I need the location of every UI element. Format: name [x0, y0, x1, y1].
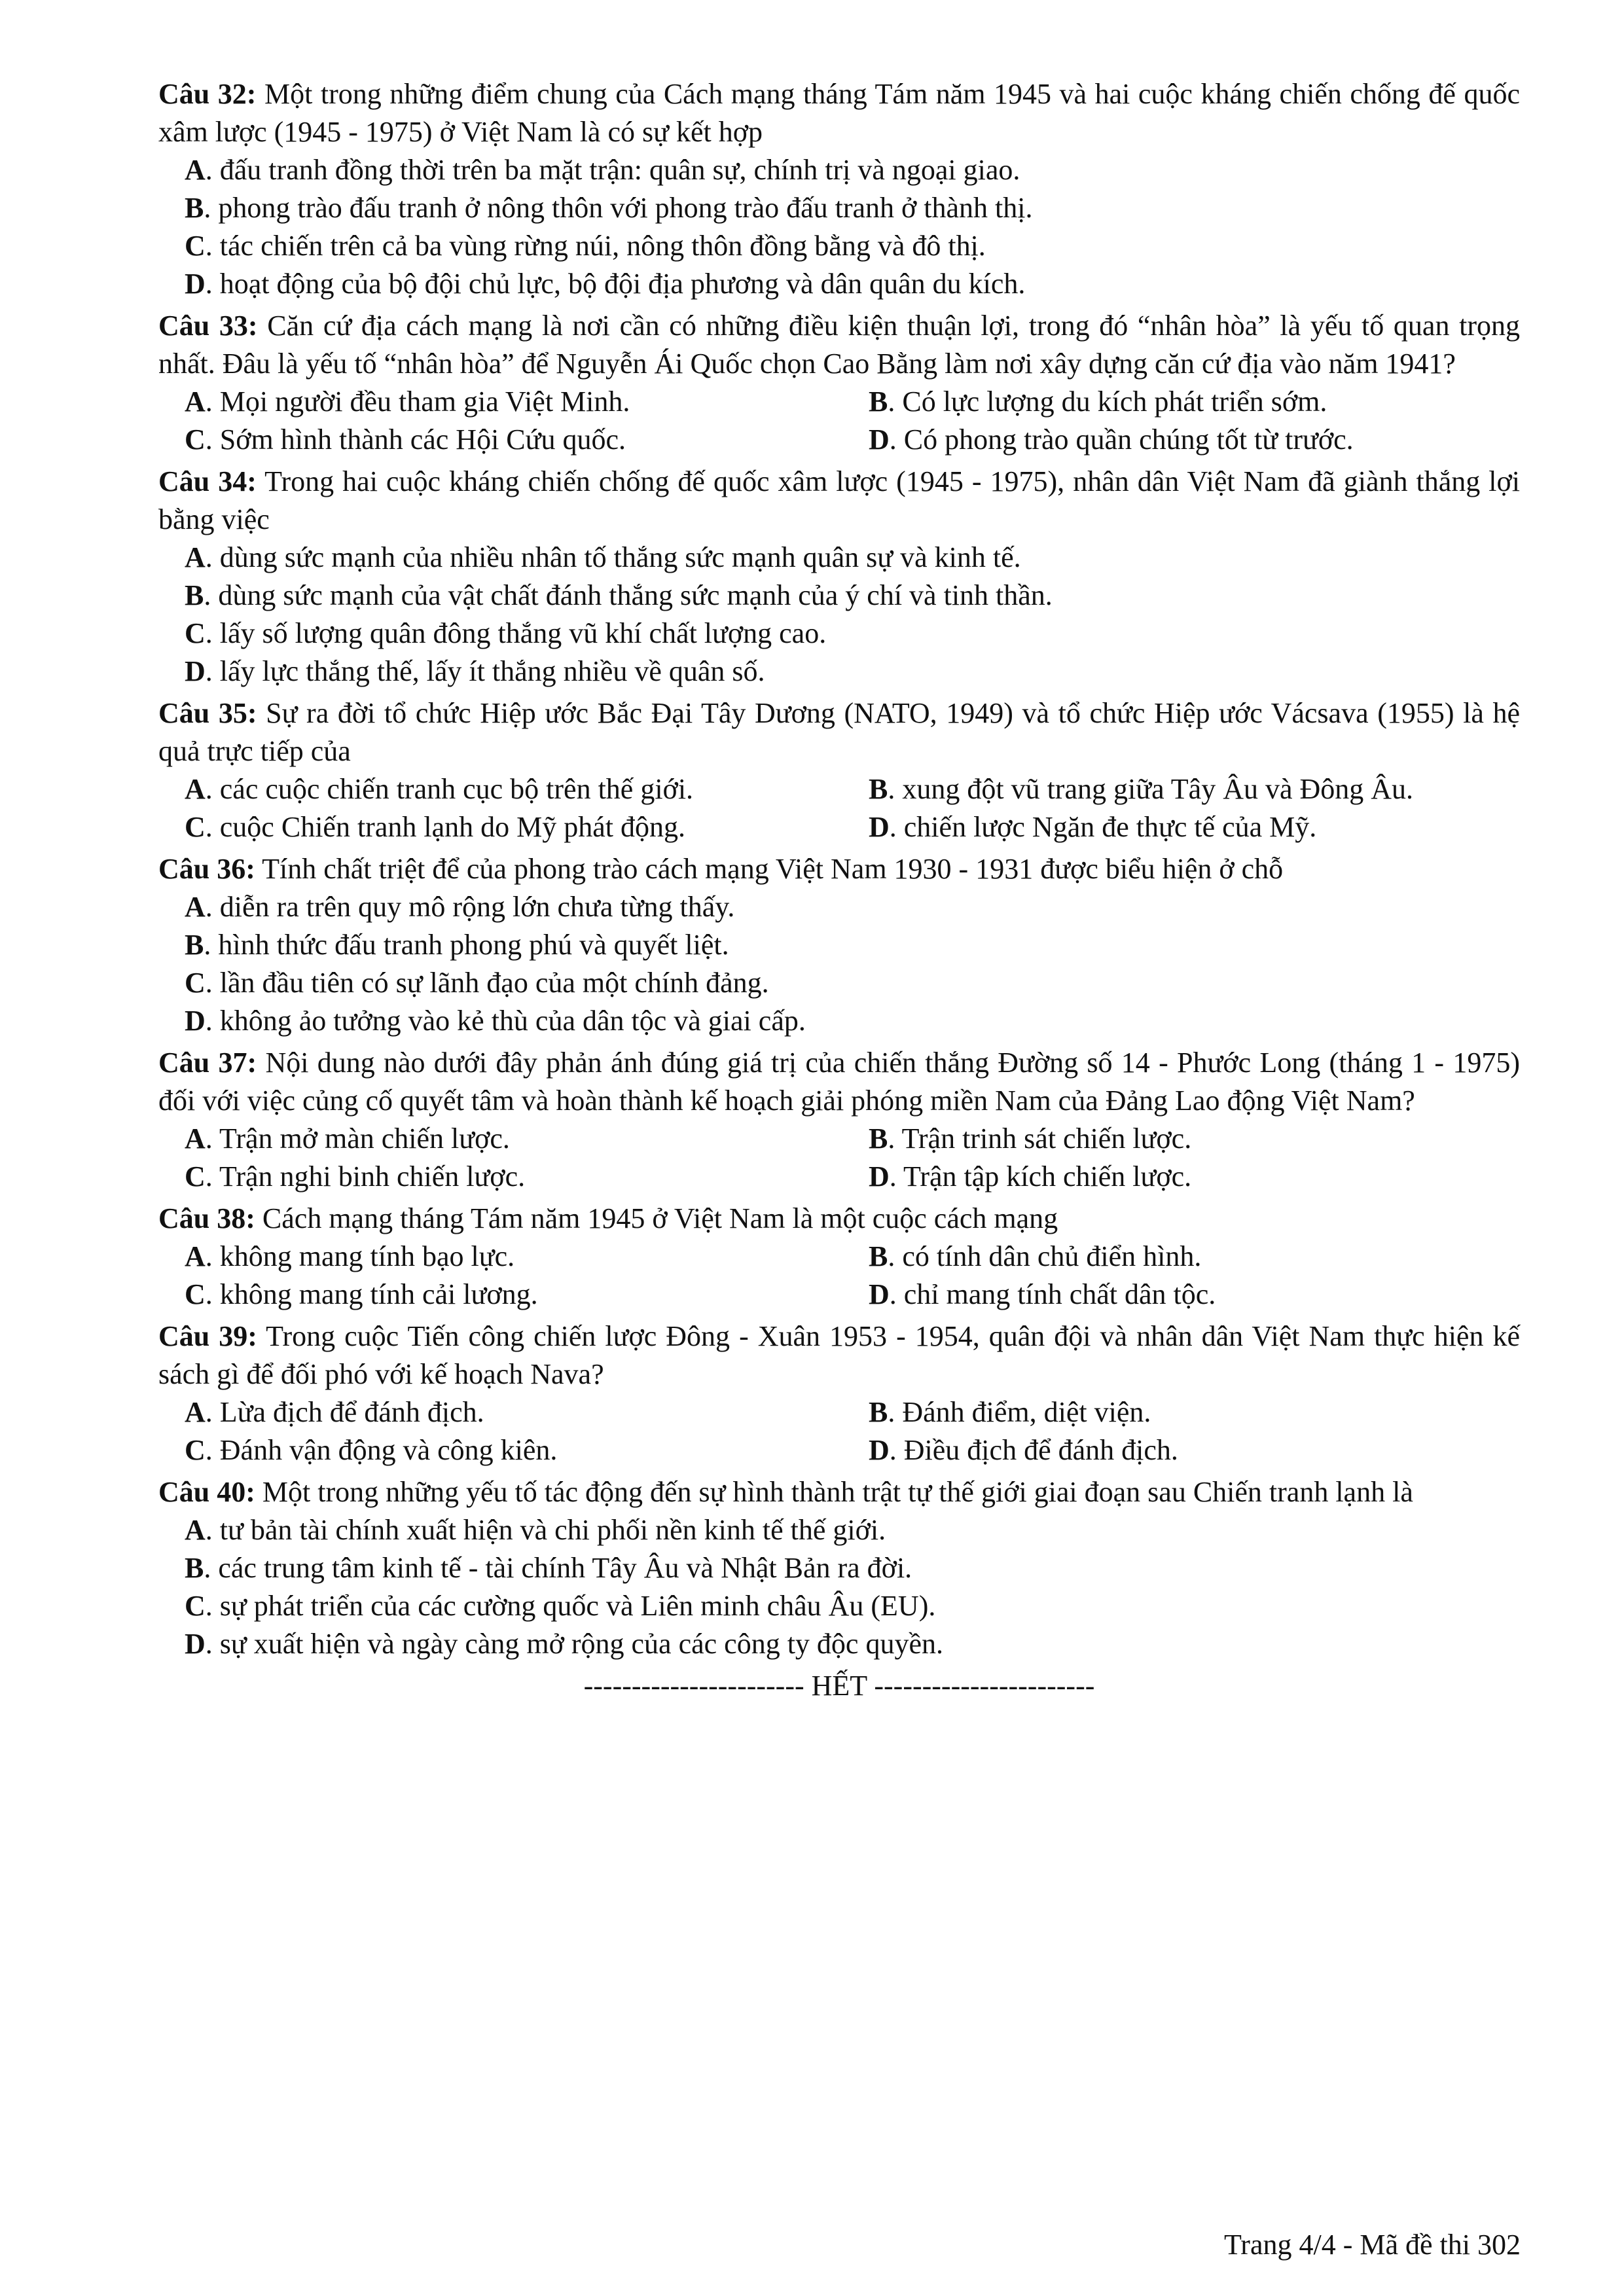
question-block: [158, 307, 1520, 459]
option-letter: D: [869, 423, 890, 456]
answer-option: [185, 577, 1520, 615]
option-text: . Lừa địch để đánh địch.: [205, 1396, 484, 1428]
answer-options: [158, 1511, 1520, 1663]
answer-options: [158, 151, 1520, 303]
question-stem: [158, 1318, 1520, 1393]
option-letter: A: [185, 154, 206, 186]
option-text: . đấu tranh đồng thời trên ba mặt trận: quân sự, chính trị và ngoại giao.: [205, 154, 1020, 186]
answer-options: [158, 1238, 1520, 1314]
option-letter: C: [185, 1278, 206, 1310]
option-letter: A: [185, 773, 206, 805]
option-letter: B: [185, 579, 204, 611]
question-number: Câu 35:: [158, 697, 257, 729]
answer-options: [158, 1393, 1520, 1469]
option-text: . Trận nghi binh chiến lược.: [205, 1160, 526, 1193]
answer-option: [185, 1238, 869, 1276]
option-letter: C: [185, 423, 206, 456]
option-letter: D: [869, 1278, 890, 1310]
question-text: Trong hai cuộc kháng chiến chống đế quốc xâm lược (1945 - 1975), nhân dân Việt Nam đã giành thắng lợi bằng việc: [158, 465, 1520, 535]
answer-option: [185, 1511, 1520, 1549]
option-text: . xung đột vũ trang giữa Tây Âu và Đông Âu.: [888, 773, 1414, 805]
option-text: . chiến lược Ngăn đe thực tế của Mỹ.: [889, 811, 1317, 843]
option-letter: D: [869, 811, 890, 843]
question-text: Tính chất triệt để của phong trào cách mạng Việt Nam 1930 - 1931 được biểu hiện ở chỗ: [262, 853, 1284, 885]
question-stem: [158, 1200, 1520, 1238]
question-number: Câu 36:: [158, 853, 255, 885]
answer-option: [185, 265, 1520, 303]
answer-option: [869, 1120, 1523, 1158]
option-letter: B: [185, 929, 204, 961]
answer-option: [869, 1276, 1523, 1314]
option-letter: B: [869, 1240, 888, 1272]
answer-options: [158, 383, 1520, 459]
question-number: Câu 32:: [158, 78, 257, 110]
question-stem: [158, 75, 1520, 151]
question-text: Sự ra đời tổ chức Hiệp ước Bắc Đại Tây Dương (NATO, 1949) và tổ chức Hiệp ước Vácsava (1955) là hệ quả trực tiếp của: [158, 697, 1521, 767]
answer-option: [869, 383, 1523, 421]
option-letter: C: [185, 967, 206, 999]
option-text: . chỉ mang tính chất dân tộc.: [889, 1278, 1216, 1310]
option-letter: D: [869, 1434, 890, 1466]
question-block: [158, 75, 1520, 303]
page-footer: Trang 4/4 - Mã đề thi 302: [1223, 2229, 1521, 2261]
answer-options: [158, 770, 1520, 846]
option-letter: A: [185, 1514, 206, 1546]
answer-option: [185, 421, 869, 459]
question-number: Câu 38:: [158, 1202, 255, 1234]
option-letter: C: [185, 1160, 206, 1193]
question-block: [158, 694, 1520, 846]
answer-option: [869, 770, 1523, 808]
question-text: Trong cuộc Tiến công chiến lược Đông - Xuân 1953 - 1954, quân đội và nhân dân Việt Nam thực hiện kế sách gì để đối phó với kế hoạch Nava?: [158, 1320, 1520, 1390]
question-number: Câu 33:: [158, 310, 258, 342]
answer-option: [185, 1120, 869, 1158]
option-text: . dùng sức mạnh của nhiều nhân tố thắng sức mạnh quân sự và kinh tế.: [205, 541, 1021, 573]
option-text: . Mọi người đều tham gia Việt Minh.: [205, 386, 630, 418]
answer-option: [185, 615, 1520, 653]
option-text: . hình thức đấu tranh phong phú và quyết liệt.: [204, 929, 729, 961]
question-block: [158, 1318, 1520, 1469]
option-text: . không mang tính bạo lực.: [205, 1240, 515, 1272]
option-letter: A: [185, 386, 206, 418]
option-letter: D: [185, 655, 206, 687]
option-text: . Trận mở màn chiến lược.: [205, 1122, 510, 1155]
answer-option: [185, 653, 1520, 691]
answer-option: [185, 1431, 869, 1469]
option-text: . Trận trinh sát chiến lược.: [888, 1122, 1192, 1155]
question-block: [158, 850, 1520, 1040]
option-text: . Trận tập kích chiến lược.: [889, 1160, 1192, 1193]
question-text: Căn cứ địa cách mạng là nơi cần có những điều kiện thuận lợi, trong đó “nhân hòa” là yếu tố quan trọng nhất. Đâu là yếu tố “nhân hòa” để Nguyễn Ái Quốc chọn Cao Bằng làm nơi xây dựng căn cứ địa vào năm 1941?: [158, 310, 1521, 380]
answer-option: [185, 151, 1520, 189]
answer-option: [185, 383, 869, 421]
option-letter: A: [185, 1396, 206, 1428]
answer-option: [185, 227, 1520, 265]
question-number: Câu 40:: [158, 1476, 255, 1508]
option-text: . cuộc Chiến tranh lạnh do Mỹ phát động.: [205, 811, 685, 843]
option-letter: D: [185, 1628, 206, 1660]
answer-option: [185, 1002, 1520, 1040]
answer-option: [185, 1393, 869, 1431]
option-letter: A: [185, 891, 206, 923]
answer-option: [869, 421, 1523, 459]
option-text: . Đánh điểm, diệt viện.: [888, 1396, 1151, 1428]
question-stem: [158, 1044, 1520, 1120]
option-text: . tác chiến trên cả ba vùng rừng núi, nông thôn đồng bằng và đô thị.: [205, 230, 986, 262]
question-block: [158, 1200, 1520, 1314]
option-letter: C: [185, 230, 206, 262]
question-number: Câu 34:: [158, 465, 257, 497]
option-text: . Có phong trào quần chúng tốt từ trước.: [889, 423, 1354, 456]
exam-page: [158, 75, 1520, 1705]
question-text: Cách mạng tháng Tám năm 1945 ở Việt Nam là một cuộc cách mạng: [262, 1202, 1058, 1234]
option-letter: D: [185, 268, 206, 300]
option-letter: B: [869, 1122, 888, 1155]
option-letter: C: [185, 1434, 206, 1466]
answer-option: [185, 189, 1520, 227]
option-letter: B: [869, 1396, 888, 1428]
answer-option: [185, 1549, 1520, 1587]
answer-options: [158, 1120, 1520, 1196]
option-text: . các cuộc chiến tranh cục bộ trên thế giới.: [205, 773, 694, 805]
answer-option: [185, 539, 1520, 577]
option-text: . có tính dân chủ điển hình.: [888, 1240, 1202, 1272]
option-letter: C: [185, 1590, 206, 1622]
question-block: [158, 463, 1520, 691]
option-letter: B: [869, 386, 888, 418]
answer-option: [185, 808, 869, 846]
answer-options: [158, 539, 1520, 691]
option-text: . Điều địch để đánh địch.: [889, 1434, 1178, 1466]
question-block: [158, 1473, 1520, 1663]
option-text: . diễn ra trên quy mô rộng lớn chưa từng thấy.: [205, 891, 735, 923]
option-letter: B: [185, 1552, 204, 1584]
option-text: . không mang tính cải lương.: [205, 1278, 538, 1310]
option-letter: B: [185, 192, 204, 224]
option-text: . lấy số lượng quân đông thắng vũ khí chất lượng cao.: [205, 617, 827, 649]
question-text: Nội dung nào dưới đây phản ánh đúng giá trị của chiến thắng Đường số 14 - Phước Long (tháng 1 - 1975) đối với việc củng cố quyết tâm và hoàn thành kế hoạch giải phóng miền Nam của Đảng Lao động Việt Nam?: [158, 1047, 1521, 1117]
question-text: Một trong những yếu tố tác động đến sự hình thành trật tự thế giới giai đoạn sau Chiến tranh lạnh là: [262, 1476, 1413, 1508]
answer-option: [185, 964, 1520, 1002]
answer-option: [869, 1431, 1523, 1469]
option-text: . Sớm hình thành các Hội Cứu quốc.: [205, 423, 626, 456]
answer-option: [185, 926, 1520, 964]
answer-option: [869, 1158, 1523, 1196]
option-text: . Có lực lượng du kích phát triển sớm.: [888, 386, 1327, 418]
option-letter: D: [869, 1160, 890, 1193]
answer-option: [185, 888, 1520, 926]
option-letter: B: [869, 773, 888, 805]
answer-option: [185, 1276, 869, 1314]
option-text: . lấy lực thắng thế, lấy ít thắng nhiều về quân số.: [205, 655, 765, 687]
answer-option: [185, 770, 869, 808]
question-number: Câu 37:: [158, 1047, 257, 1079]
answer-option: [869, 1238, 1523, 1276]
question-stem: [158, 1473, 1520, 1511]
option-text: . lần đầu tiên có sự lãnh đạo của một chính đảng.: [205, 967, 769, 999]
option-letter: C: [185, 617, 206, 649]
end-marker: ----------------------- HẾT -----------------------: [583, 1670, 1095, 1702]
answer-options: [158, 888, 1520, 1040]
option-text: . sự xuất hiện và ngày càng mở rộng của các công ty độc quyền.: [205, 1628, 943, 1660]
option-text: . Đánh vận động và công kiên.: [205, 1434, 558, 1466]
option-text: . dùng sức mạnh của vật chất đánh thắng sức mạnh của ý chí và tinh thần.: [204, 579, 1053, 611]
answer-option: [185, 1625, 1520, 1663]
answer-option: [185, 1587, 1520, 1625]
question-number: Câu 39:: [158, 1320, 257, 1352]
answer-option: [185, 1158, 869, 1196]
question-block: [158, 1044, 1520, 1196]
option-letter: C: [185, 811, 206, 843]
option-letter: A: [185, 541, 206, 573]
option-letter: D: [185, 1005, 206, 1037]
option-text: . các trung tâm kinh tế - tài chính Tây Âu và Nhật Bản ra đời.: [204, 1552, 912, 1584]
option-letter: A: [185, 1240, 206, 1272]
question-stem: [158, 463, 1520, 539]
answer-option: [869, 808, 1523, 846]
option-text: . không ảo tưởng vào kẻ thù của dân tộc và giai cấp.: [205, 1005, 806, 1037]
option-text: . sự phát triển của các cường quốc và Liên minh châu Âu (EU).: [205, 1590, 936, 1622]
option-text: . tư bản tài chính xuất hiện và chi phối nền kinh tế thế giới.: [205, 1514, 886, 1546]
question-text: Một trong những điểm chung của Cách mạng tháng Tám năm 1945 và hai cuộc kháng chiến chống đế quốc xâm lược (1945 - 1975) ở Việt Nam là có sự kết hợp: [158, 78, 1521, 148]
option-text: . hoạt động của bộ đội chủ lực, bộ đội địa phương và dân quân du kích.: [205, 268, 1026, 300]
answer-option: [869, 1393, 1523, 1431]
question-stem: [158, 694, 1520, 770]
option-text: . phong trào đấu tranh ở nông thôn với phong trào đấu tranh ở thành thị.: [204, 192, 1033, 224]
question-stem: [158, 850, 1520, 888]
question-stem: [158, 307, 1520, 383]
option-letter: A: [185, 1122, 206, 1155]
